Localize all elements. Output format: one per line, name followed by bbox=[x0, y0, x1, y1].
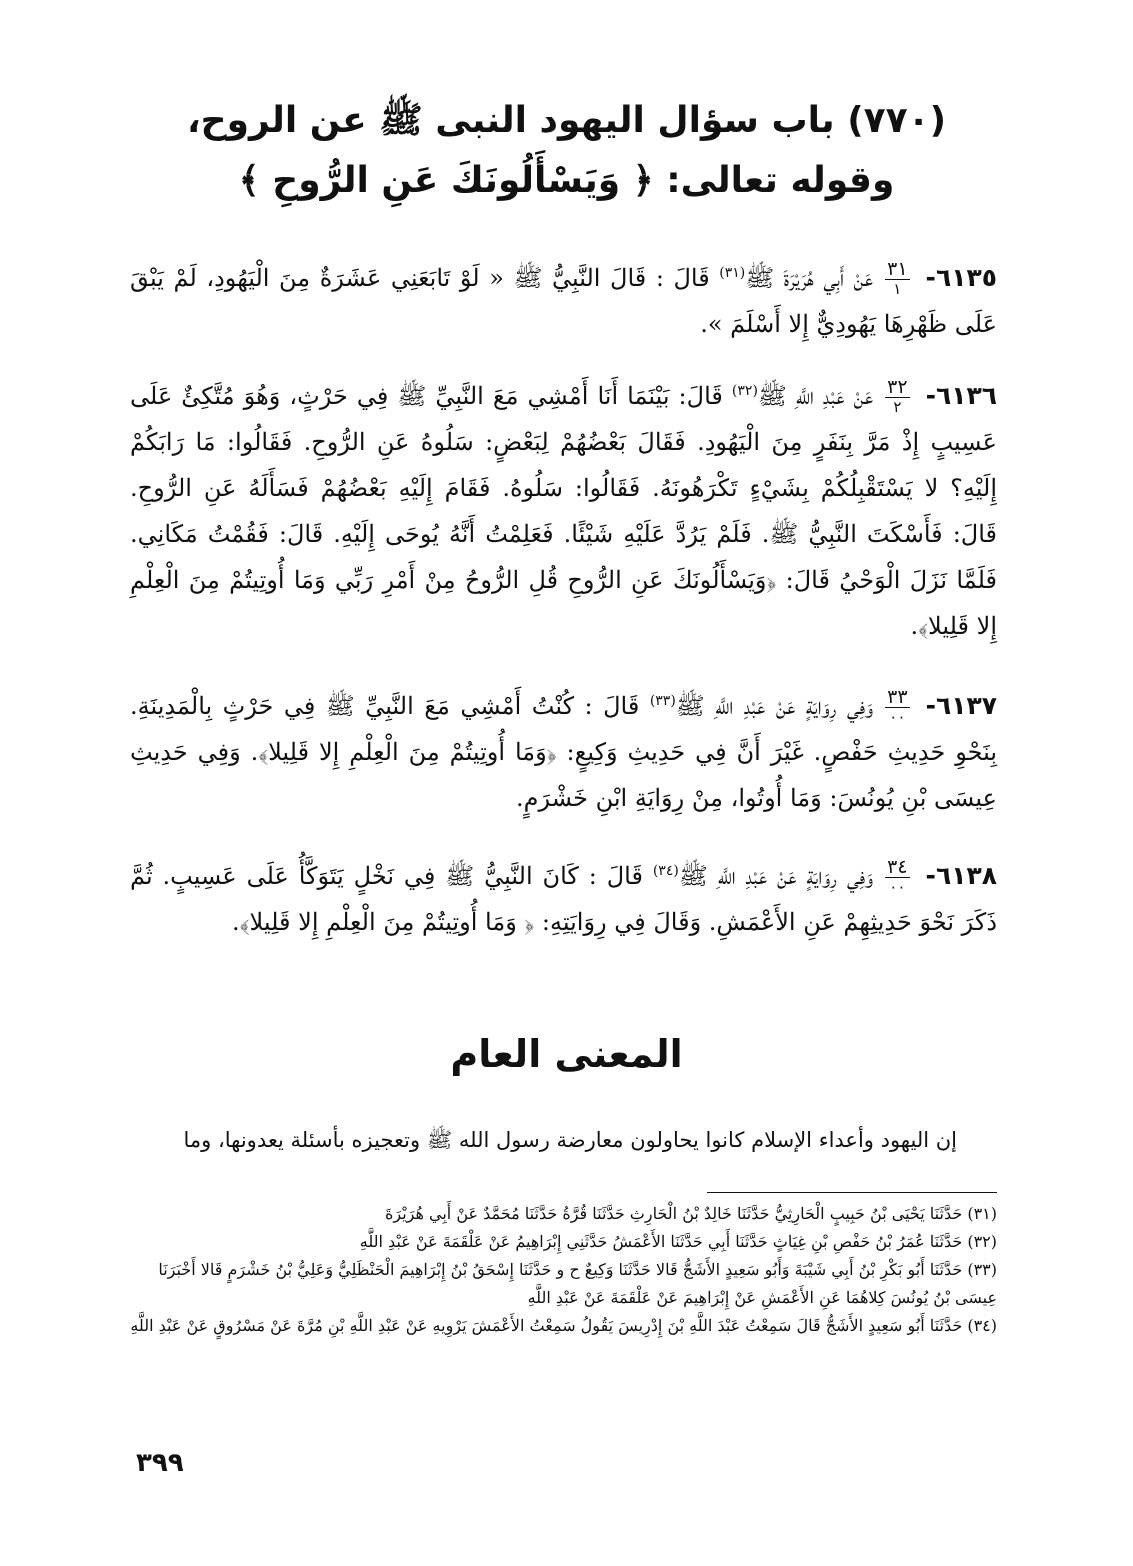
page-number: ٣٩٩ bbox=[136, 1448, 184, 1478]
hadith-number: ٦١٣٦- bbox=[925, 381, 997, 410]
hadith-text-before: عَنْ عَبْدِ اللَّهِ ﷺ bbox=[757, 382, 874, 410]
footnotes bbox=[130, 1200, 997, 1340]
fraction-top: ٣٣ bbox=[887, 686, 908, 708]
hadith-number: ٦١٣٧- bbox=[925, 691, 997, 720]
fraction-bottom: ٠٠ bbox=[889, 878, 906, 896]
hadith-number: ٦١٣٥- bbox=[925, 263, 997, 292]
hadith-text-before: وَفِي رِوَايَةٍ عَنْ عَبْدِ اللَّهِ ﷺ bbox=[678, 862, 874, 890]
fraction-top: ٣٢ bbox=[887, 376, 908, 398]
chapter-title-line1: (٧٧٠) باب سؤال اليهود النبى ﷺ عن الروح، bbox=[186, 100, 947, 141]
hadith-fraction bbox=[885, 260, 909, 299]
hadith-text-before: وَفِي رِوَايَةٍ عَنْ عَبْدِ اللَّهِ ﷺ bbox=[675, 692, 874, 720]
hadith-fraction bbox=[885, 378, 909, 417]
hadith-text: قَالَ : قَالَ النَّبِيُّ ﷺ « لَوْ تَابَعَنِي عَشَرَةٌ مِنَ الْيَهُودِ، لَمْ يَبْقَ عَلَى ظَهْرِهَا يَهُودِيٌّ إِلا أَسْلَمَ ». bbox=[130, 264, 997, 338]
fraction-top: ٣١ bbox=[887, 258, 908, 280]
fraction-bottom: ٠٠ bbox=[889, 708, 906, 726]
footnote-divider bbox=[707, 1192, 997, 1193]
footnote-32: (٣٢) حَدَّثَنَا عُمَرُ بْنُ حَفْصِ بْنِ غِيَاثٍ حَدَّثَنَا أَبِي حَدَّثَنَا الأَعْمَشُ حَدَّثَنِي إِبْرَاهِيمُ عَنْ عَلْقَمَةَ عَنْ عَبْدِ اللَّهِ bbox=[359, 1232, 997, 1251]
footnote-ref: (٣٢) bbox=[731, 383, 758, 399]
hadith-fraction bbox=[885, 688, 909, 727]
fraction-bottom: ٢ bbox=[893, 398, 902, 416]
hadith-text-before: عَنْ أَبِي هُرَيْرَةَ ﷺ bbox=[745, 264, 874, 292]
hadith-number: ٦١٣٨- bbox=[925, 861, 997, 890]
hadith-fraction bbox=[885, 858, 909, 897]
footnote-33: (٣٣) حَدَّثَنَا أَبُو بَكْرِ بْنُ أَبِي شَيْبَةَ وَأَبُو سَعِيدٍ الأَشَجُّ قَالا حَدَّثَنَا وَكِيعٌ ح و حَدَّثَنَا إِسْحَقُ بْنُ إِبْرَاهِيمَ الْحَنْظَلِيُّ وَعَلِيُّ بْنُ خَشْرَمٍ قَالا أَخْبَرَنَا عِيسَى بْنُ يُونُسَ كِلاهُمَا عَنِ الأَعْمَشِ عَنْ إِبْرَاهِيمَ عَنْ عَلْقَمَةَ عَنْ عَبْدِ اللَّهِ bbox=[158, 1260, 997, 1307]
chapter-title-line2: وقوله تعالى: ﴿ وَيَسْأَلُونَكَ عَنِ الرُّوحِ ﴾ bbox=[238, 160, 895, 201]
section-title: المعنى العام bbox=[450, 1032, 683, 1076]
hadith-text: قَالَ : كَانَ النَّبِيُّ ﷺ فِي نَخْلٍ يَتَوَكَّأُ عَلَى عَسِيبٍ. ثُمَّ ذَكَرَ نَحْوَ حَدِيثِهِمْ عَنِ الأَعْمَشِ. وَقَالَ فِي رِوَايَتِهِ: ﴿ وَمَا أُوتِيتُمْ مِنَ الْعِلْمِ إِلا قَلِيلا﴾. bbox=[130, 862, 997, 936]
hadith-6135 bbox=[130, 250, 997, 347]
footnote-ref: (٣١) bbox=[719, 265, 746, 281]
hadith-6137 bbox=[130, 678, 997, 821]
footnote-34: (٣٤) حَدَّثَنَا أَبُو سَعِيدٍ الأَشَجُّ قَالَ سَمِعْتُ عَبْدَ اللَّهِ بْنَ إِدْرِيسَ يَقُولُ سَمِعْتُ الأَعْمَشَ يَرْوِيهِ عَنْ عَبْدِ اللَّهِ بْنِ مُرَّةَ عَنْ مَسْرُوقٍ عَنْ عَبْدِ اللَّهِ bbox=[130, 1316, 997, 1335]
section-intro: إن اليهود وأعداء الإسلام كانوا يحاولون معارضة رسول الله ﷺ وتعجيزه بأسئلة يعدونها، وما bbox=[183, 1128, 957, 1152]
hadith-6136 bbox=[130, 368, 997, 649]
hadith-6138 bbox=[130, 848, 997, 945]
fraction-top: ٣٤ bbox=[887, 856, 908, 878]
fraction-bottom: ١ bbox=[893, 280, 902, 298]
hadith-text: قَالَ : كُنْتُ أَمْشِي مَعَ النَّبِيِّ ﷺ فِي حَرْثٍ بِالْمَدِينَةِ. بِنَحْوِ حَدِيثِ حَفْصٍ. غَيْرَ أَنَّ فِي حَدِيثِ وَكِيعٍ: ﴿وَمَا أُوتِيتُمْ مِنَ الْعِلْمِ إِلا قَلِيلا﴾. وَفِي حَدِيثِ عِيسَى بْنِ يُونُسَ: وَمَا أُوتُوا، مِنْ رِوَايَةِ ابْنِ خَشْرَمٍ. bbox=[130, 692, 997, 812]
hadith-text: قَالَ: بَيْنَمَا أَنَا أَمْشِي مَعَ النَّبِيِّ ﷺ فِي حَرْثٍ، وَهُوَ مُتَّكِئٌ عَلَى عَسِيبٍ إِذْ مَرَّ بِنَفَرٍ مِنَ الْيَهُودِ. فَقَالَ بَعْضُهُمْ لِبَعْضٍ: سَلُوهُ عَنِ الرُّوحِ. فَقَالُوا: مَا رَابَكُمْ إِلَيْهِ؟ لا يَسْتَقْبِلُكُمْ بِشَيْءٍ تَكْرَهُونَهُ. فَقَالُوا: سَلُوهُ. فَقَامَ إِلَيْهِ بَعْضُهُمْ فَسَأَلَهُ عَنِ الرُّوحِ. قَالَ: فَأَسْكَتَ النَّبِيُّ ﷺ. فَلَمْ يَرُدَّ عَلَيْهِ شَيْئًا. فَعَلِمْتُ أَنَّهُ يُوحَى إِلَيْهِ. قَالَ: فَقُمْتُ مَكَانِي. فَلَمَّا نَزَلَ الْوَحْيُ قَالَ: ﴿وَيَسْأَلُونَكَ عَنِ الرُّوحِ قُلِ الرُّوحُ مِنْ أَمْرِ رَبِّي وَمَا أُوتِيتُمْ مِنَ الْعِلْمِ إِلا قَلِيلا﴾. bbox=[130, 382, 997, 640]
footnote-ref: (٣٤) bbox=[652, 863, 679, 879]
footnote-31: (٣١) حَدَّثَنَا يَحْيَى بْنُ حَبِيبٍ الْحَارِثِيُّ حَدَّثَنَا خَالِدٌ بْنُ الْحَارِثِ حَدَّثَنَا قُرَّةُ حَدَّثَنَا مُحَمَّدٌ عَنْ أَبِي هُرَيْرَةَ bbox=[385, 1204, 997, 1223]
footnote-ref: (٣٣) bbox=[649, 693, 676, 709]
